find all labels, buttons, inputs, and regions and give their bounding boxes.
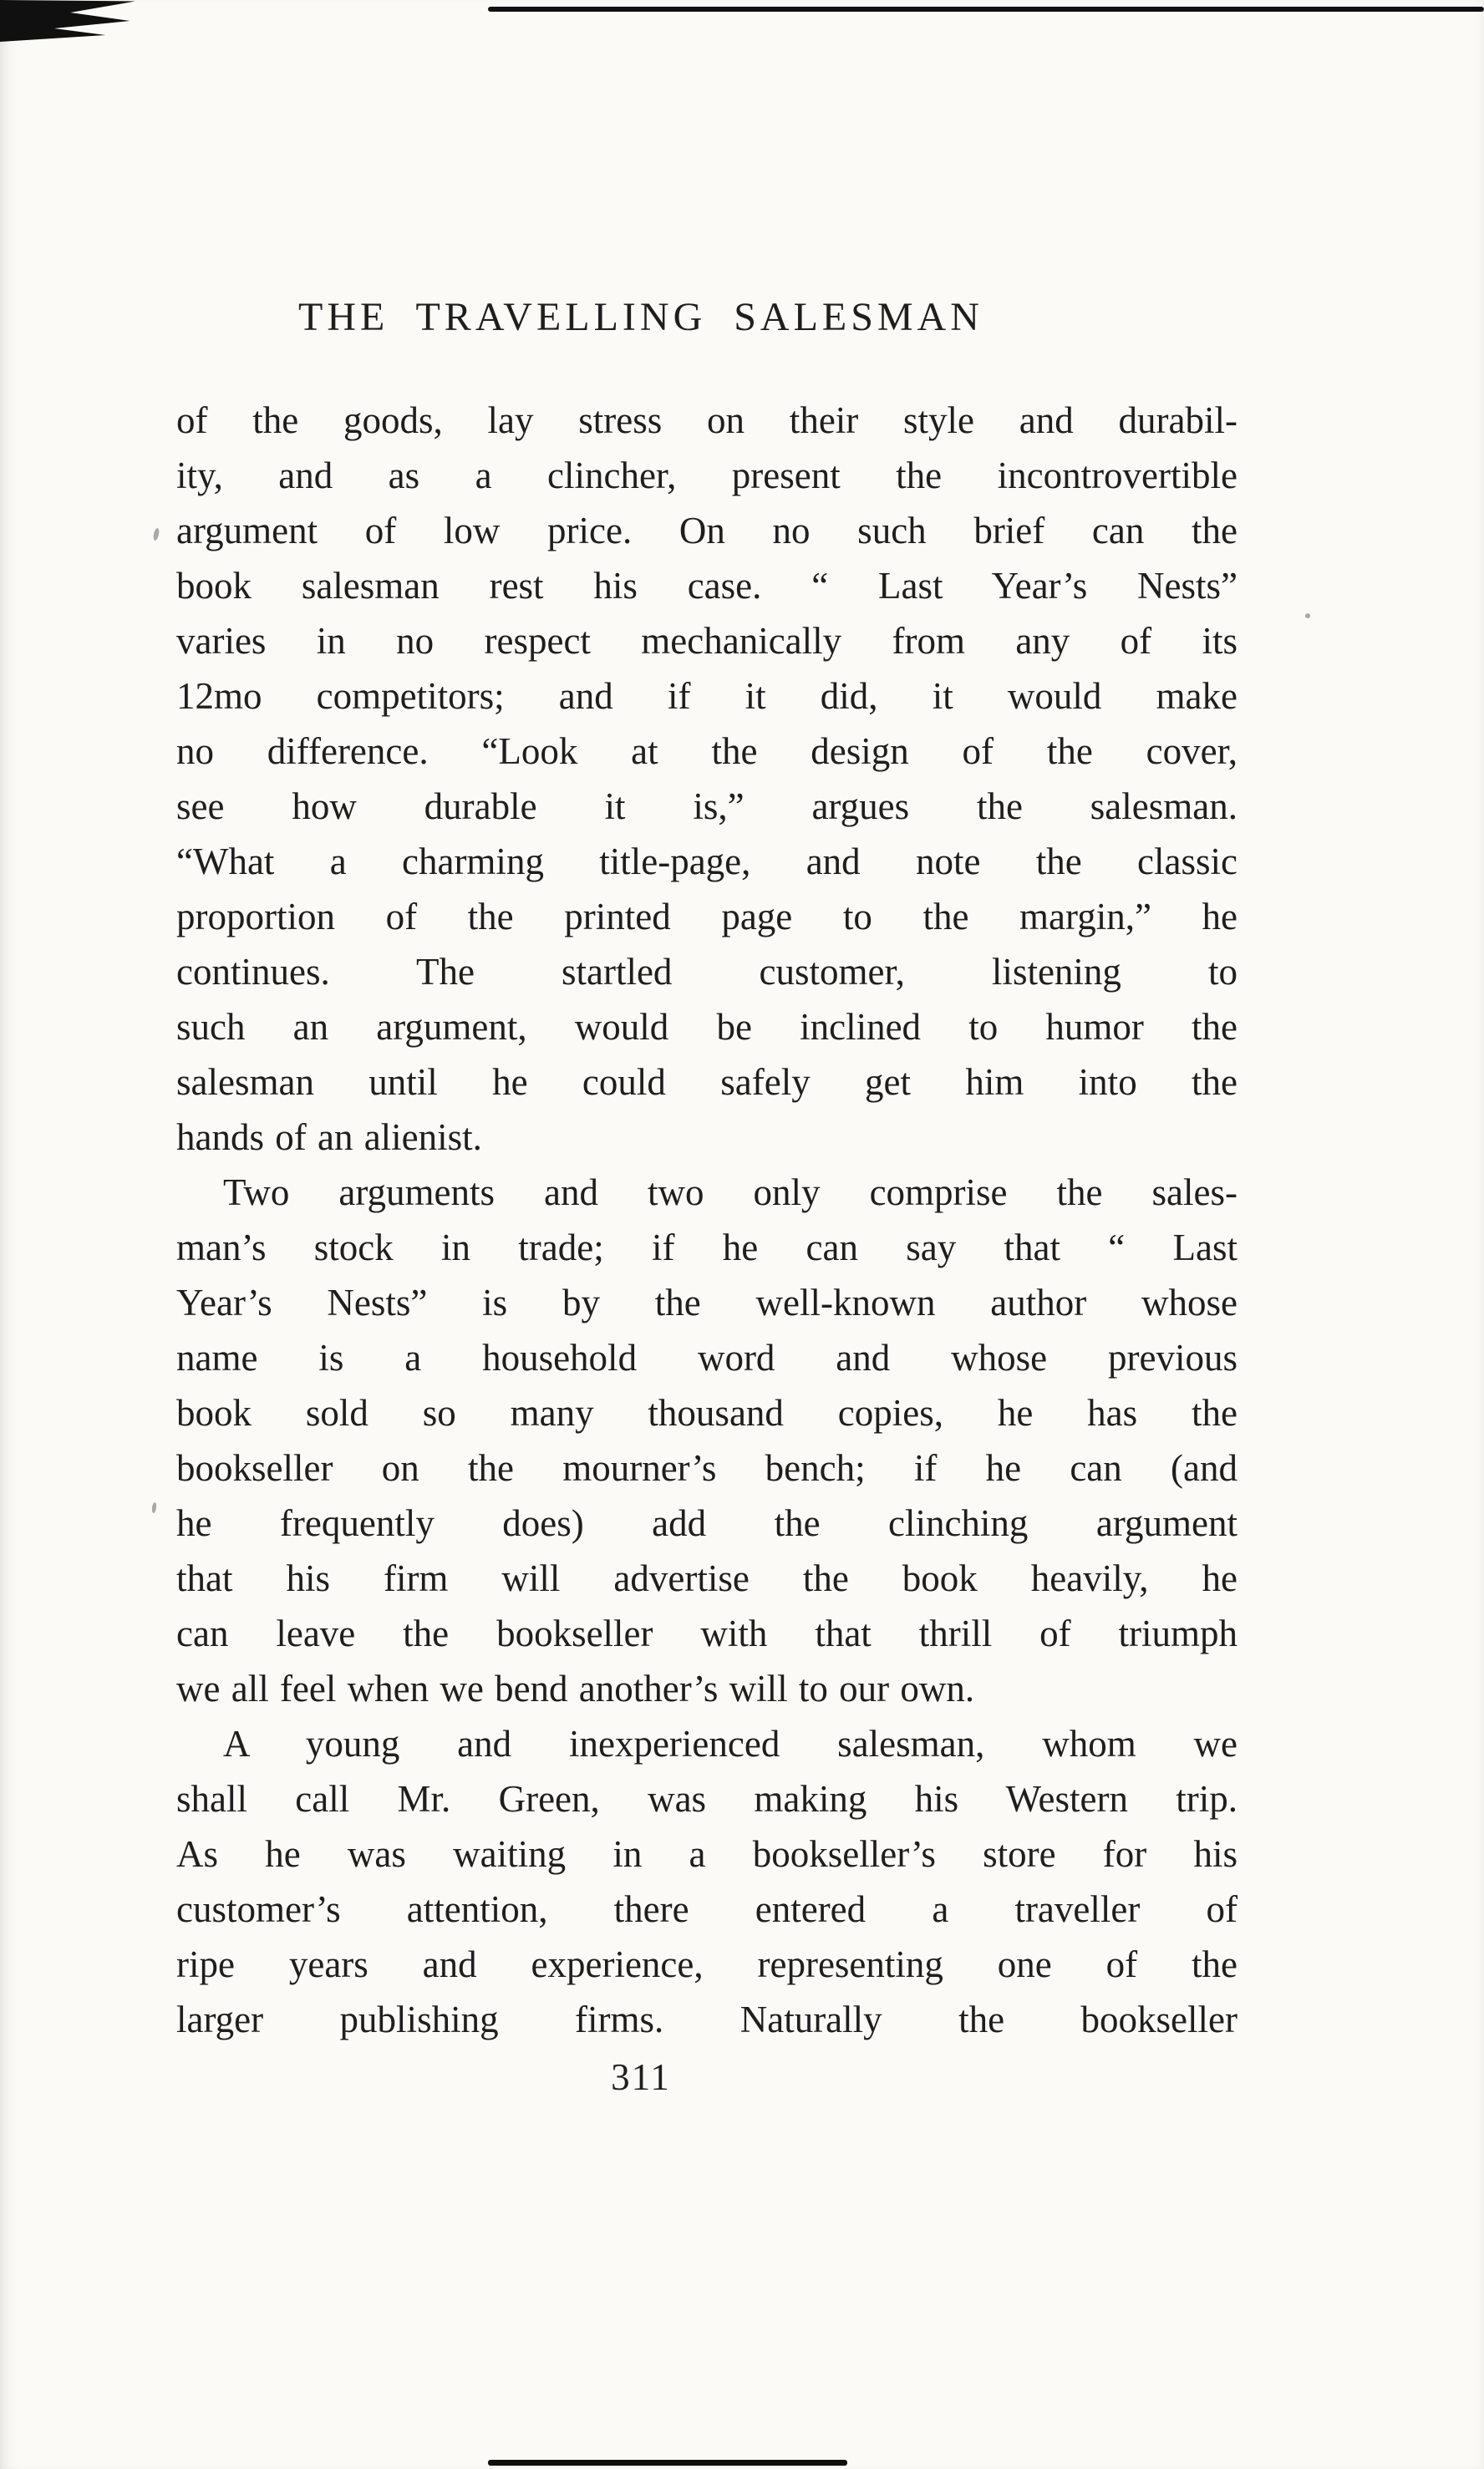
text-line: bookseller on the mourner’s bench; if he can (and	[176, 1447, 1238, 1489]
text-line: we all feel when we bend another’s will to our own.	[176, 1668, 975, 1710]
text-line: such an argument, would be inclined to humor the	[176, 1006, 1238, 1048]
text-line: book salesman rest his case. “ Last Year’s Nests”	[176, 565, 1238, 607]
text-line: shall call Mr. Green, was making his Western trip.	[176, 1778, 1238, 1820]
text-line: that his firm will advertise the book heavily, he	[176, 1557, 1238, 1599]
text-line: 12mo competitors; and if it did, it would make	[176, 675, 1238, 717]
scan-artifact-bottom-line	[488, 2460, 847, 2466]
text-line: book sold so many thousand copies, he has the	[176, 1392, 1238, 1434]
text-line: “What a charming title-page, and note the classic	[176, 841, 1238, 882]
text-line: varies in no respect mechanically from any of its	[176, 620, 1238, 662]
scan-speck	[151, 1502, 157, 1514]
text-line: no difference. “Look at the design of the cover,	[176, 730, 1238, 772]
text-line: he frequently does) add the clinching argument	[176, 1502, 1238, 1544]
text-line: name is a household word and whose previous	[176, 1337, 1238, 1379]
text-line: man’s stock in trade; if he can say that “ Last	[176, 1227, 1238, 1268]
text-line: Year’s Nests” is by the well-known author whose	[176, 1282, 1238, 1323]
scan-artifact-corner-blob	[0, 0, 135, 42]
running-head-title: THE TRAVELLING SALESMAN	[298, 295, 983, 339]
text-line: see how durable it is,” argues the salesman.	[176, 785, 1238, 827]
text-line: ripe years and experience, representing one of the	[176, 1943, 1238, 1985]
text-line: Two arguments and two only comprise the sales-	[223, 1171, 1238, 1213]
text-line: hands of an alienist.	[176, 1116, 482, 1158]
scan-speck	[1305, 613, 1310, 618]
text-line: continues. The startled customer, listening to	[176, 951, 1238, 993]
page-number: 311	[611, 2056, 671, 2098]
text-line: A young and inexperienced salesman, whom we	[223, 1723, 1238, 1765]
text-line: salesman until he could safely get him into the	[176, 1061, 1238, 1103]
scan-speck	[153, 528, 160, 541]
scan-artifact-top-line	[488, 7, 1484, 12]
text-line: ity, and as a clincher, present the incontrovertible	[176, 455, 1238, 496]
text-line: As he was waiting in a bookseller’s store for his	[176, 1833, 1238, 1875]
text-line: proportion of the printed page to the margin,” he	[176, 896, 1238, 937]
text-line: larger publishing firms. Naturally the bookseller	[176, 1999, 1238, 2040]
text-line: customer’s attention, there entered a traveller of	[176, 1888, 1238, 1930]
text-line: can leave the bookseller with that thrill of triumph	[176, 1613, 1238, 1654]
text-line: argument of low price. On no such brief can the	[176, 510, 1238, 551]
text-line: of the goods, lay stress on their style and durabil-	[176, 399, 1238, 441]
body-text	[176, 393, 1238, 2047]
